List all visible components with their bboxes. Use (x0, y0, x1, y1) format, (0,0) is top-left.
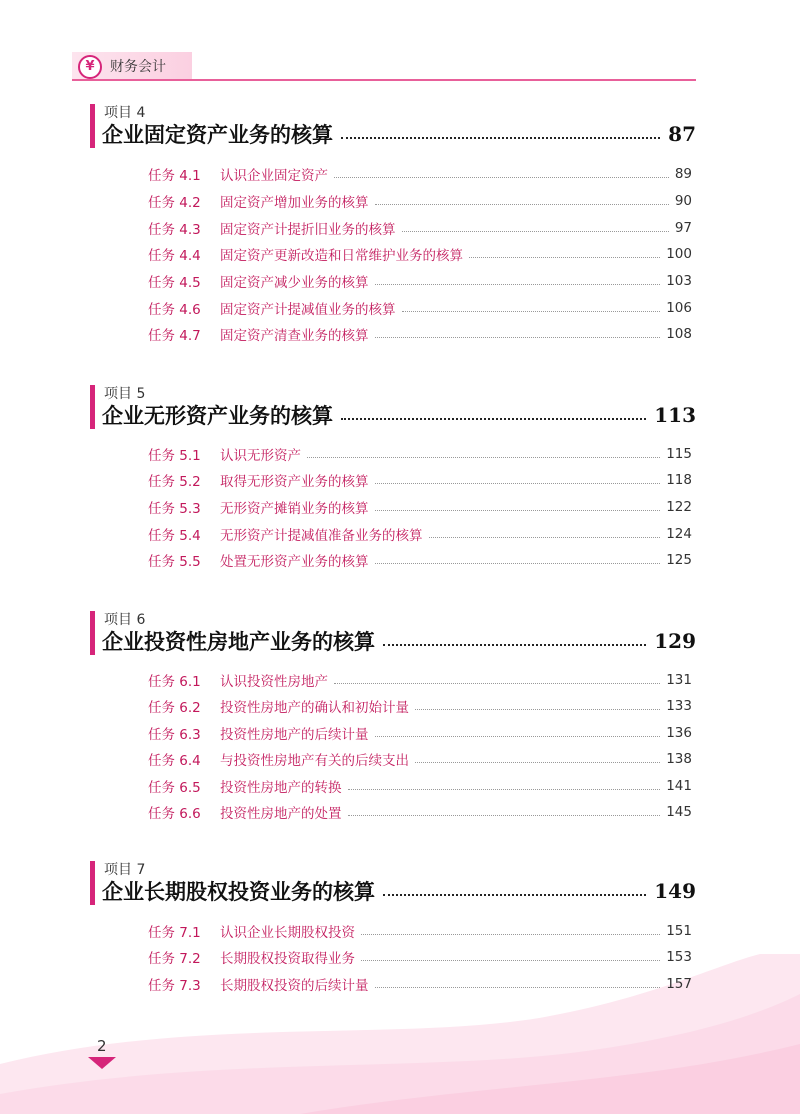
project-label: 项目 4 (104, 105, 146, 121)
task-title: 长期股权投资的后续计量 (220, 978, 369, 994)
task-title: 投资性房地产的确认和初始计量 (220, 700, 409, 716)
project-label: 项目 6 (104, 612, 146, 628)
task-page-number: 145 (666, 804, 692, 820)
task-number: 任务 4.2 (148, 195, 201, 211)
task-number: 任务 4.1 (148, 168, 201, 184)
task-page-number: 141 (666, 778, 692, 794)
page-number: 2 (97, 1037, 107, 1055)
dot-leader (375, 987, 661, 988)
project-title: 企业长期股权投资业务的核算 (102, 879, 375, 904)
project-page-number: 113 (654, 403, 696, 427)
dot-leader (429, 537, 661, 538)
task-page-number: 122 (666, 499, 692, 515)
task-title: 固定资产计提减值业务的核算 (220, 302, 396, 318)
task-page-number: 136 (666, 725, 692, 741)
task-number: 任务 6.4 (148, 753, 201, 769)
dot-leader (341, 137, 660, 139)
project-label: 项目 7 (104, 862, 146, 878)
task-number: 任务 6.2 (148, 700, 201, 716)
yen-icon: ¥ (78, 55, 102, 79)
project-title: 企业固定资产业务的核算 (102, 122, 333, 147)
project-title: 企业无形资产业务的核算 (102, 403, 333, 428)
task-title: 处置无形资产业务的核算 (220, 554, 369, 570)
task-title: 固定资产更新改造和日常维护业务的核算 (220, 248, 463, 264)
toc-task-row[interactable] (148, 323, 692, 345)
task-page-number: 131 (666, 672, 692, 688)
task-number: 任务 5.3 (148, 501, 201, 517)
task-page-number: 115 (666, 446, 692, 462)
task-title: 投资性房地产的转换 (220, 780, 342, 796)
task-title: 固定资产减少业务的核算 (220, 275, 369, 291)
task-number: 任务 4.4 (148, 248, 201, 264)
task-page-number: 124 (666, 526, 692, 542)
task-title: 认识无形资产 (220, 448, 301, 464)
toc-task-row[interactable] (148, 973, 692, 995)
task-page-number: 153 (666, 949, 692, 965)
task-page-number: 100 (666, 246, 692, 262)
task-page-number: 103 (666, 273, 692, 289)
toc-task-row[interactable] (148, 946, 692, 968)
task-page-number: 97 (674, 220, 692, 236)
task-page-number: 125 (666, 552, 692, 568)
toc-task-row[interactable] (148, 496, 692, 518)
task-number: 任务 7.3 (148, 978, 201, 994)
task-number: 任务 5.2 (148, 474, 201, 490)
dot-leader (334, 177, 669, 178)
project-title-row[interactable] (102, 401, 696, 429)
toc-task-row[interactable] (148, 243, 692, 265)
project-page-number: 87 (668, 122, 696, 146)
task-number: 任务 6.3 (148, 727, 201, 743)
project-title-row[interactable] (102, 120, 696, 148)
task-number: 任务 4.7 (148, 328, 201, 344)
dot-leader (341, 418, 646, 420)
dot-leader (375, 510, 661, 511)
task-number: 任务 6.5 (148, 780, 201, 796)
project-title: 企业投资性房地产业务的核算 (102, 629, 375, 654)
dot-leader (383, 894, 646, 896)
project-marker-bar (90, 861, 95, 905)
task-page-number: 108 (666, 326, 692, 342)
dot-leader (375, 337, 661, 338)
dot-leader (375, 483, 661, 484)
project-marker-bar (90, 611, 95, 655)
toc-task-row[interactable] (148, 443, 692, 465)
task-number: 任务 5.5 (148, 554, 201, 570)
project-page-number: 149 (654, 879, 696, 903)
task-page-number: 133 (666, 698, 692, 714)
project-title-row[interactable] (102, 877, 696, 905)
dot-leader (348, 815, 661, 816)
toc-task-row[interactable] (148, 920, 692, 942)
task-number: 任务 5.1 (148, 448, 201, 464)
task-number: 任务 7.2 (148, 951, 201, 967)
page-header (72, 52, 696, 82)
dot-leader (375, 204, 669, 205)
task-number: 任务 5.4 (148, 528, 201, 544)
page-down-triangle-icon (88, 1057, 116, 1069)
dot-leader (383, 644, 646, 646)
task-number: 任务 7.1 (148, 925, 201, 941)
dot-leader (415, 709, 660, 710)
task-title: 与投资性房地产有关的后续支出 (220, 753, 409, 769)
header-divider (72, 79, 696, 81)
dot-leader (334, 683, 660, 684)
task-page-number: 138 (666, 751, 692, 767)
task-number: 任务 4.3 (148, 222, 201, 238)
task-page-number: 90 (674, 193, 692, 209)
task-title: 无形资产计提减值准备业务的核算 (220, 528, 423, 544)
task-title: 投资性房地产的处置 (220, 806, 342, 822)
task-title: 长期股权投资取得业务 (220, 951, 355, 967)
task-title: 固定资产清查业务的核算 (220, 328, 369, 344)
project-label: 项目 5 (104, 386, 146, 402)
task-title: 认识企业长期股权投资 (220, 925, 355, 941)
task-page-number: 151 (666, 923, 692, 939)
task-title: 认识投资性房地产 (220, 674, 328, 690)
task-title: 无形资产摊销业务的核算 (220, 501, 369, 517)
task-page-number: 118 (666, 472, 692, 488)
task-page-number: 89 (674, 166, 692, 182)
task-title: 取得无形资产业务的核算 (220, 474, 369, 490)
toc-task-row[interactable] (148, 801, 692, 823)
task-title: 固定资产计提折旧业务的核算 (220, 222, 396, 238)
project-marker-bar (90, 385, 95, 429)
dot-leader (415, 762, 660, 763)
dot-leader (375, 284, 661, 285)
project-page-number: 129 (654, 629, 696, 653)
toc-task-row[interactable] (148, 190, 692, 212)
task-page-number: 157 (666, 976, 692, 992)
dot-leader (375, 563, 661, 564)
project-title-row[interactable] (102, 627, 696, 655)
task-title: 固定资产增加业务的核算 (220, 195, 369, 211)
toc-task-row[interactable] (148, 217, 692, 239)
project-marker-bar (90, 104, 95, 148)
toc-task-row[interactable] (148, 549, 692, 571)
toc-task-row[interactable] (148, 748, 692, 770)
task-number: 任务 6.6 (148, 806, 201, 822)
task-number: 任务 4.6 (148, 302, 201, 318)
task-title: 投资性房地产的后续计量 (220, 727, 369, 743)
toc-task-row[interactable] (148, 775, 692, 797)
dot-leader (361, 934, 660, 935)
dot-leader (307, 457, 660, 458)
dot-leader (361, 960, 660, 961)
toc-task-row[interactable] (148, 722, 692, 744)
dot-leader (469, 257, 660, 258)
dot-leader (348, 789, 661, 790)
book-title: 财务会计 (110, 59, 166, 75)
dot-leader (375, 736, 661, 737)
toc-task-row[interactable] (148, 523, 692, 545)
toc-task-row[interactable] (148, 695, 692, 717)
task-page-number: 106 (666, 300, 692, 316)
toc-task-row[interactable] (148, 469, 692, 491)
toc-task-row[interactable] (148, 297, 692, 319)
toc-task-row[interactable] (148, 270, 692, 292)
toc-task-row[interactable] (148, 163, 692, 185)
task-title: 认识企业固定资产 (220, 168, 328, 184)
dot-leader (402, 231, 669, 232)
dot-leader (402, 311, 661, 312)
toc-task-row[interactable] (148, 669, 692, 691)
task-number: 任务 6.1 (148, 674, 201, 690)
task-number: 任务 4.5 (148, 275, 201, 291)
